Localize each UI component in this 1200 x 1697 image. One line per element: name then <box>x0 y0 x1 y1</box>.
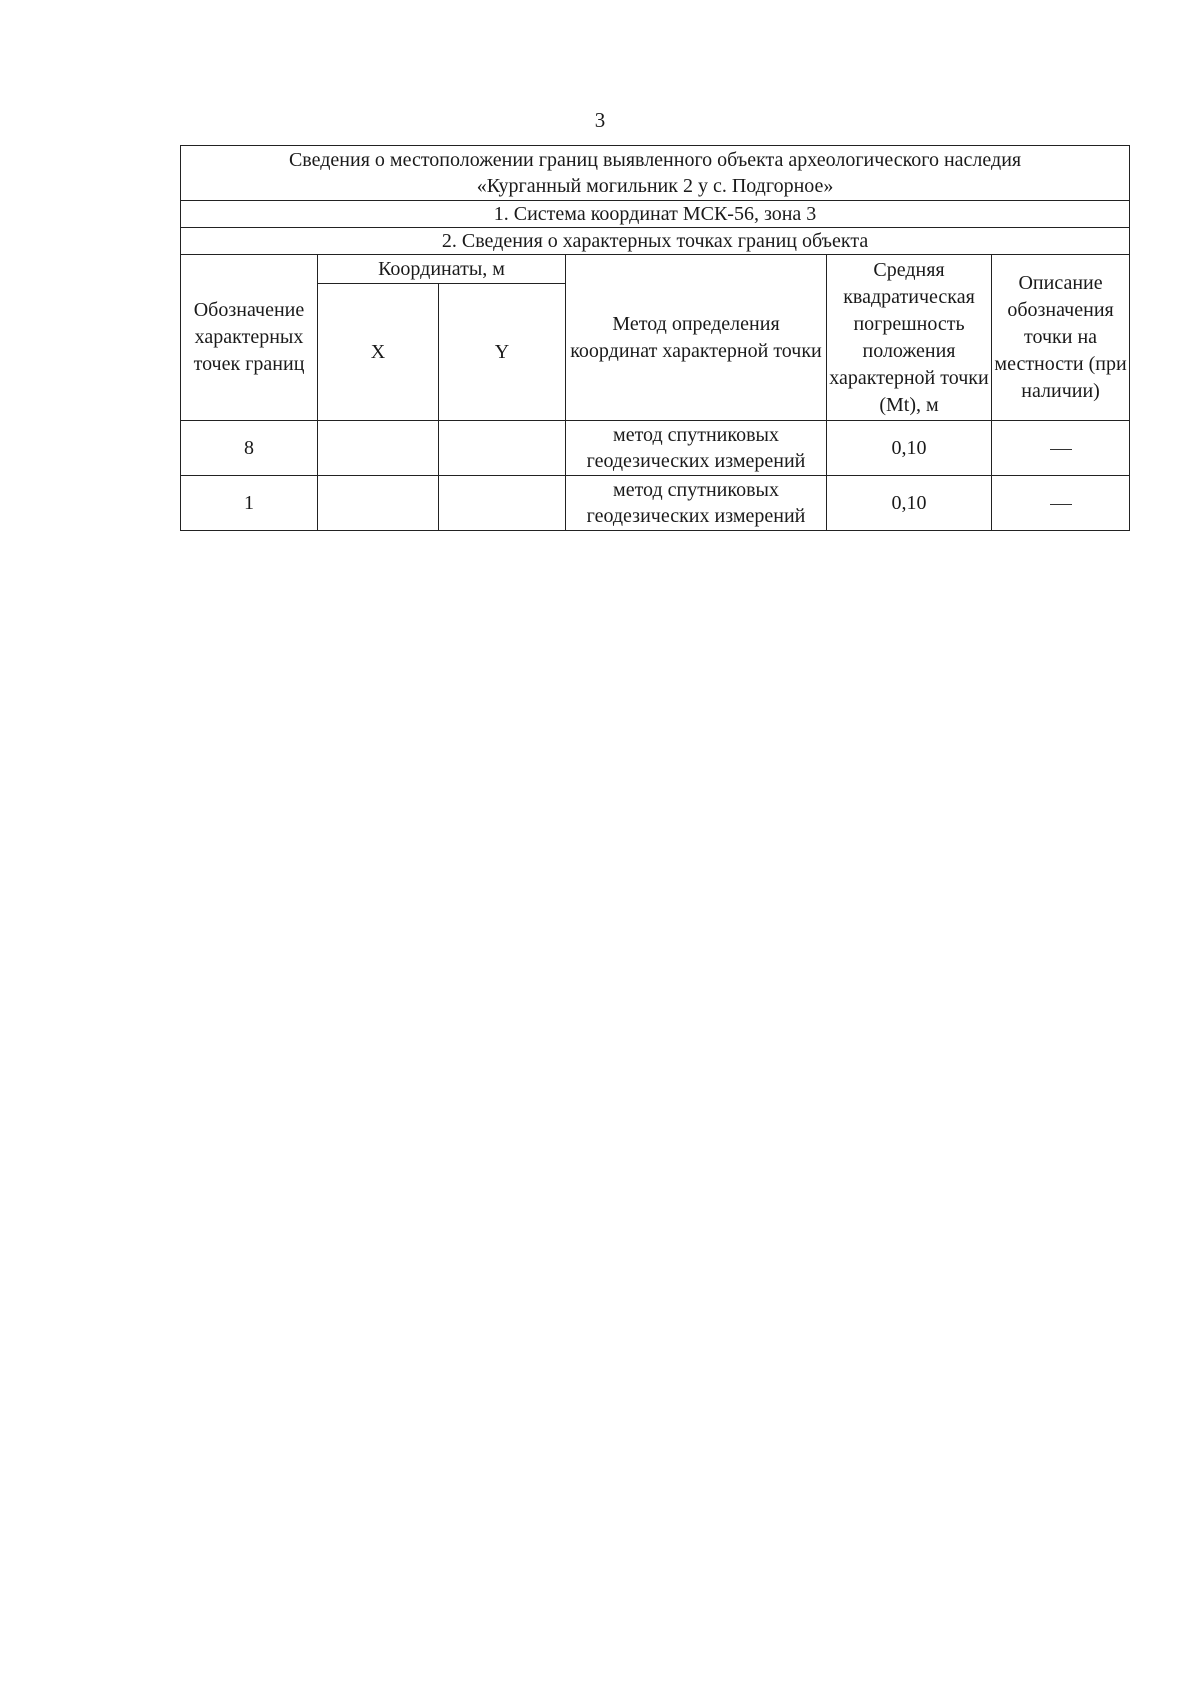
header-row-1 <box>181 255 1130 284</box>
table-title-line2: «Курганный могильник 2 у с. Подгорное» <box>476 175 834 197</box>
table-title <box>181 146 1130 201</box>
cell-y <box>439 476 566 531</box>
section-boundary-points: 2. Сведения о характерных точках границ объекта <box>181 228 1130 255</box>
cell-method: метод спутниковых геодезических измерений <box>566 421 827 476</box>
cell-description <box>992 476 1130 531</box>
page-number: 3 <box>594 108 606 132</box>
dash-mark <box>1050 449 1072 450</box>
cell-point: 8 <box>181 421 318 476</box>
cell-x <box>318 476 439 531</box>
table-row <box>181 476 1130 531</box>
table-title-line1: Сведения о местоположении границ выявленного объекта археологического наследия <box>288 149 1022 171</box>
table-title-row <box>181 146 1130 201</box>
header-y: Y <box>439 284 566 421</box>
cell-y <box>439 421 566 476</box>
table-row <box>181 421 1130 476</box>
cell-description <box>992 421 1130 476</box>
dash-mark <box>1050 504 1072 505</box>
header-method: Метод определения координат характерной точки <box>566 255 827 421</box>
header-point-description: Описание обозначения точки на местности (при наличии) <box>992 255 1130 421</box>
header-x: X <box>318 284 439 421</box>
header-mean-error: Средняя квадратическая погрешность положения характерной точки (Mt), м <box>827 255 992 421</box>
cell-method: метод спутниковых геодезических измерений <box>566 476 827 531</box>
section-row-boundary-points <box>181 228 1130 255</box>
cell-error: 0,10 <box>827 421 992 476</box>
boundary-points-table <box>180 145 1130 531</box>
cell-error: 0,10 <box>827 476 992 531</box>
section-row-coordinate-system <box>181 201 1130 228</box>
cell-x <box>318 421 439 476</box>
section-coordinate-system: 1. Система координат МСК-56, зона 3 <box>181 201 1130 228</box>
header-coordinates: Координаты, м <box>318 255 566 284</box>
cell-point: 1 <box>181 476 318 531</box>
header-point-designation: Обозначение характерных точек границ <box>181 255 318 421</box>
